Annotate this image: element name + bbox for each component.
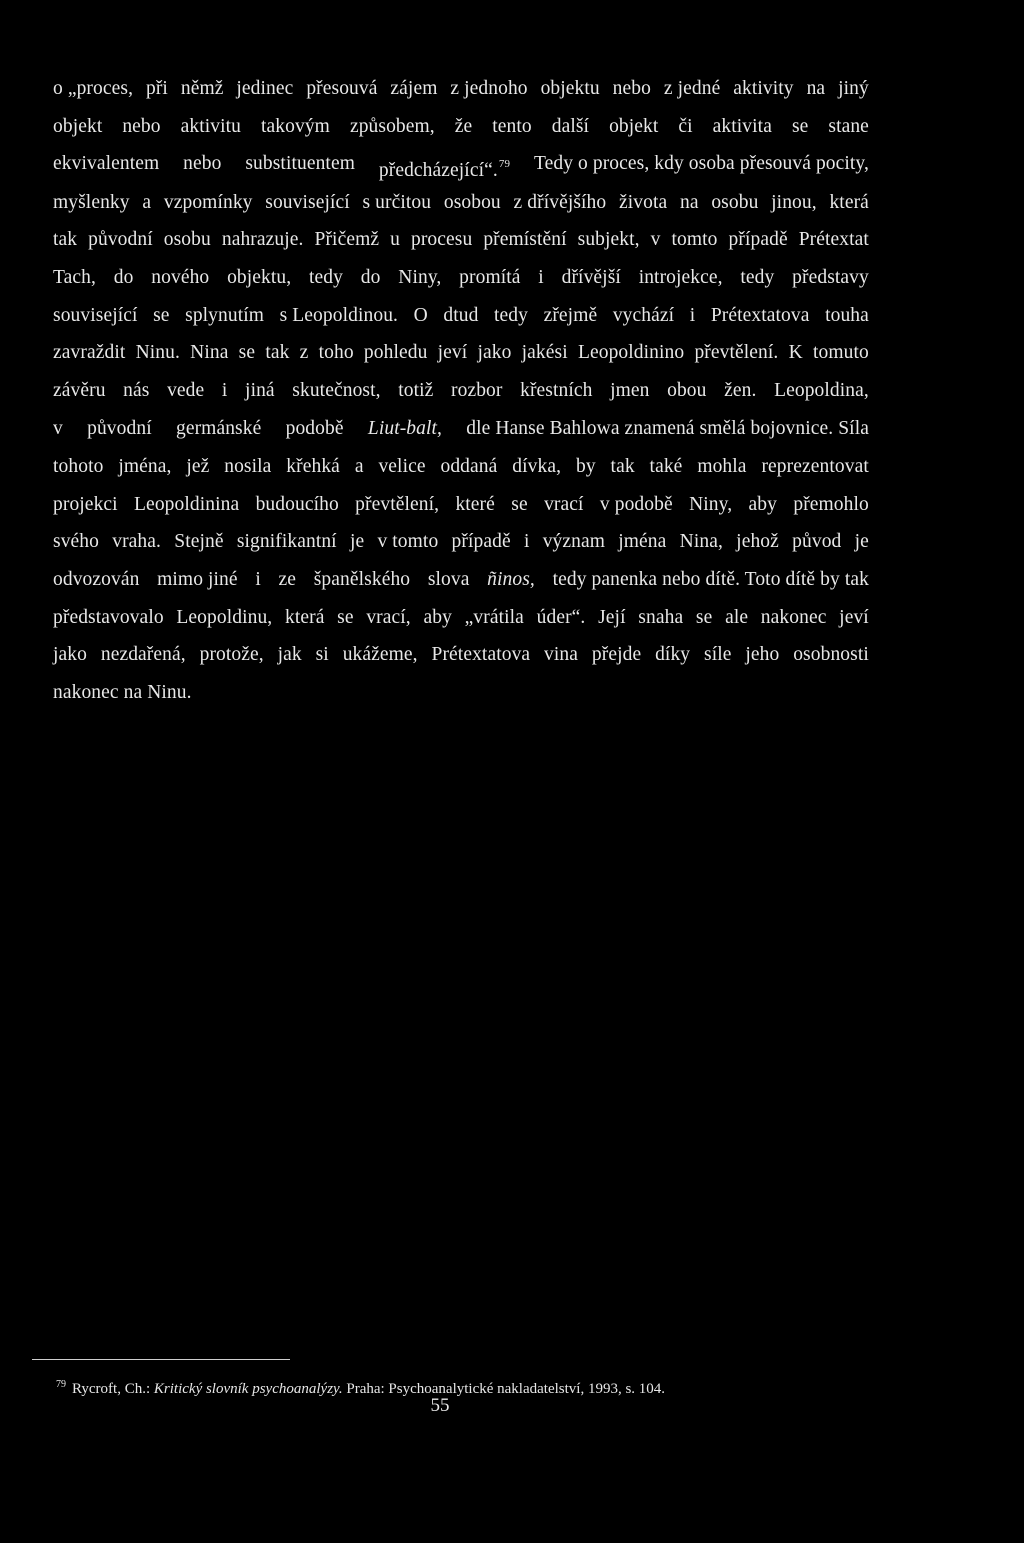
- word: význam: [542, 531, 606, 552]
- word: svého: [53, 531, 99, 552]
- word: a: [142, 192, 152, 213]
- footnote-publication: Praha: Psychoanalytické nakladatelství, 1993, s. 104.: [346, 1381, 666, 1397]
- word: slova: [427, 569, 470, 590]
- word: jeví: [839, 607, 869, 628]
- word: původní: [88, 229, 153, 250]
- word: vzpomínky: [163, 192, 253, 213]
- word: nezdařená,: [100, 644, 186, 665]
- word: Nina: [190, 342, 229, 363]
- word: úder“.: [536, 607, 586, 628]
- word-group: dle Hanse Bahlowa znamená smělá bojovnice. Síla: [466, 418, 869, 439]
- text-line: [53, 455, 869, 479]
- word: splynutím: [185, 305, 265, 326]
- word: Leopoldinino: [577, 342, 685, 363]
- text-line: [53, 341, 869, 365]
- word: s Leopoldinou.: [279, 305, 399, 326]
- word: nahrazuje.: [221, 229, 304, 250]
- word: převtělení,: [355, 494, 440, 515]
- word: procesu: [410, 229, 473, 250]
- word: z jedné: [663, 78, 721, 99]
- word: tak: [610, 456, 635, 477]
- word: mohla: [697, 456, 747, 477]
- footnote: [56, 1375, 665, 1399]
- word: aktivity: [733, 78, 794, 99]
- word: v podobě: [599, 494, 673, 515]
- word: nakonec: [760, 607, 827, 628]
- word-group: Tedy o proces, kdy osoba přesouvá pocity,: [533, 153, 869, 174]
- word: tedy: [740, 267, 775, 288]
- word: v tomto: [377, 531, 439, 552]
- word: na: [806, 78, 826, 99]
- word: Prétextatova: [710, 305, 810, 326]
- text-line: [53, 568, 869, 592]
- word: jako: [53, 644, 87, 665]
- word: tak: [53, 229, 78, 250]
- word: nosila: [224, 456, 272, 477]
- word: Leopoldina,: [774, 380, 869, 401]
- word: germánské: [175, 418, 262, 439]
- word: zájem: [390, 78, 438, 99]
- word: Přičemž: [314, 229, 380, 250]
- word: toho: [318, 342, 354, 363]
- text-line: [53, 379, 869, 403]
- word: dtud: [443, 305, 479, 326]
- word: tak: [265, 342, 290, 363]
- word: velice: [378, 456, 426, 477]
- word: K: [788, 342, 803, 363]
- text-line: [53, 77, 869, 101]
- word: závěru: [53, 380, 106, 401]
- word: osobnosti: [793, 644, 869, 665]
- word: objekt: [609, 116, 659, 137]
- word: pohledu: [363, 342, 428, 363]
- word: Niny,: [689, 494, 733, 515]
- word: skutečnost,: [292, 380, 381, 401]
- word: žen.: [724, 380, 757, 401]
- text-line: [53, 152, 869, 183]
- text-line: [53, 643, 869, 667]
- word: ze: [278, 569, 297, 590]
- word: reprezentovat: [761, 456, 869, 477]
- text-line: [53, 681, 869, 705]
- word: nebo: [612, 78, 651, 99]
- word: se: [337, 607, 354, 628]
- word: obou: [667, 380, 707, 401]
- word: „vrátila: [464, 607, 524, 628]
- word: němž: [180, 78, 224, 99]
- word: či: [678, 116, 693, 137]
- word: Leopoldinina: [134, 494, 240, 515]
- word: i: [689, 305, 696, 326]
- word: do: [113, 267, 134, 288]
- word: jedinec: [236, 78, 294, 99]
- word: představovalo: [53, 607, 164, 628]
- word: u: [390, 229, 400, 250]
- word: jména: [618, 531, 667, 552]
- word: dřívější: [561, 267, 621, 288]
- word: se: [695, 607, 713, 628]
- word: osobu: [163, 229, 211, 250]
- text-line: [53, 606, 869, 630]
- word: jinou,: [771, 192, 817, 213]
- word: Leopoldinu,: [176, 607, 273, 628]
- word: síle: [704, 644, 732, 665]
- word: související: [53, 305, 138, 326]
- word: introjekce,: [638, 267, 723, 288]
- footnote-mark: 79: [56, 1379, 66, 1390]
- text-line: [53, 115, 869, 139]
- word: z dřívějšího: [513, 192, 607, 213]
- word: díky: [655, 644, 691, 665]
- word: tedy: [309, 267, 343, 288]
- word: další: [551, 116, 590, 137]
- word: jména,: [118, 456, 172, 477]
- word: nás: [123, 380, 150, 401]
- text-line: [53, 228, 869, 252]
- word: osobu: [711, 192, 759, 213]
- word: ekvivalentem: [53, 153, 160, 174]
- word: tohoto: [53, 456, 104, 477]
- word: nebo: [183, 153, 222, 174]
- word: rozbor: [451, 380, 503, 401]
- word: mimo jiné: [157, 569, 238, 590]
- word: i: [523, 531, 530, 552]
- word: převtělení.: [694, 342, 779, 363]
- word: tento: [492, 116, 532, 137]
- word-group: tedy panenka nebo dítě. Toto dítě by tak: [552, 569, 869, 590]
- word: že: [454, 116, 473, 137]
- word: přemístění: [483, 229, 567, 250]
- word: vina: [544, 644, 579, 665]
- word: i: [221, 380, 228, 401]
- word: vrací: [544, 494, 584, 515]
- word: podobě: [285, 418, 344, 439]
- word: přejde: [591, 644, 642, 665]
- footnote-author: Rycroft, Ch.:: [72, 1381, 151, 1397]
- word: subjekt,: [577, 229, 640, 250]
- word: které: [455, 494, 495, 515]
- word: by: [575, 456, 596, 477]
- word: jmen: [610, 380, 650, 401]
- page-number: 55: [430, 1395, 450, 1416]
- word: případě: [451, 531, 511, 552]
- word: totiž: [398, 380, 434, 401]
- word: oddaná: [440, 456, 498, 477]
- word: osobou: [443, 192, 501, 213]
- word: do: [360, 267, 381, 288]
- word: odvozován: [53, 569, 140, 590]
- word: si: [315, 644, 329, 665]
- word: související: [265, 192, 350, 213]
- word: s určitou: [362, 192, 432, 213]
- text-line: [53, 191, 869, 215]
- word: vrací,: [366, 607, 411, 628]
- word: z jednoho: [450, 78, 528, 99]
- word: Prétextat: [798, 229, 869, 250]
- word: takovým: [261, 116, 330, 137]
- word: křestních: [520, 380, 593, 401]
- word: projekci: [53, 494, 118, 515]
- footnote-divider: [32, 1359, 290, 1360]
- word: která: [284, 607, 325, 628]
- italic-term: Liut-balt,: [367, 418, 443, 439]
- word: vraha.: [112, 531, 162, 552]
- word: jeho: [745, 644, 780, 665]
- word: případě: [728, 229, 788, 250]
- word: signifikantní: [236, 531, 337, 552]
- word: původní: [87, 418, 152, 439]
- word: stane: [828, 116, 869, 137]
- word: aby: [423, 607, 452, 628]
- word: objekt: [53, 116, 103, 137]
- word: při: [145, 78, 168, 99]
- word: je: [349, 531, 365, 552]
- text-line: [53, 530, 869, 554]
- word: tomuto: [812, 342, 869, 363]
- word: jež: [186, 456, 210, 477]
- word: tedy: [494, 305, 528, 326]
- text-line: [53, 417, 869, 441]
- word: jak: [277, 644, 302, 665]
- word: křehká: [286, 456, 340, 477]
- word: z: [299, 342, 309, 363]
- footnote-reference: 79: [498, 158, 511, 170]
- word: předcházející“.$^{79}$: [378, 158, 511, 181]
- word: Ninu.: [135, 342, 180, 363]
- word: jeví: [437, 342, 468, 363]
- word: se: [791, 116, 809, 137]
- word: jako: [477, 342, 512, 363]
- word: myšlenky: [53, 192, 130, 213]
- text-line: [53, 266, 869, 290]
- word: nakonec na Ninu.: [53, 682, 192, 703]
- word: nového: [151, 267, 210, 288]
- word: ukážeme,: [342, 644, 418, 665]
- word: snaha: [638, 607, 684, 628]
- word: která: [829, 192, 869, 213]
- word: jehož: [736, 531, 779, 552]
- word: vede: [167, 380, 205, 401]
- word: dívka,: [512, 456, 562, 477]
- word: aktivita: [712, 116, 772, 137]
- footnote-title: Kritický slovník psychoanalýzy.: [153, 1381, 343, 1397]
- text-line: [53, 304, 869, 328]
- word: protože,: [199, 644, 264, 665]
- word: představy: [792, 267, 869, 288]
- word: Tach,: [53, 267, 96, 288]
- italic-term: ñinos,: [487, 569, 535, 590]
- word: způsobem,: [349, 116, 435, 137]
- word: o „proces,: [53, 78, 134, 99]
- text-line: [53, 493, 869, 517]
- word: také: [649, 456, 683, 477]
- word: Prétextatova: [431, 644, 531, 665]
- word: promítá: [459, 267, 521, 288]
- word: Niny,: [398, 267, 442, 288]
- word: objektu: [540, 78, 600, 99]
- word: aktivitu: [180, 116, 242, 137]
- word: objektu,: [227, 267, 292, 288]
- word: původ: [792, 531, 842, 552]
- word: jiná: [245, 380, 275, 401]
- word: se: [238, 342, 256, 363]
- word: aby: [748, 494, 777, 515]
- word: substituentem: [245, 153, 355, 174]
- word: života: [619, 192, 668, 213]
- word: touha: [825, 305, 869, 326]
- word: vychází: [612, 305, 675, 326]
- word: je: [854, 531, 869, 552]
- word: jiný: [838, 78, 869, 99]
- word: i: [538, 267, 544, 288]
- word: tomto: [671, 229, 718, 250]
- word: na: [679, 192, 699, 213]
- word: ale: [725, 607, 749, 628]
- word: se: [153, 305, 170, 326]
- word: Její: [598, 607, 626, 628]
- word: španělského: [313, 569, 411, 590]
- word: zavraždit: [53, 342, 126, 363]
- word: jakési: [521, 342, 568, 363]
- word: O: [413, 305, 428, 326]
- word: Nina,: [679, 531, 723, 552]
- word: přemohlo: [793, 494, 869, 515]
- word: budoucího: [255, 494, 339, 515]
- word: i: [255, 569, 261, 590]
- word: se: [511, 494, 528, 515]
- word: Stejně: [174, 531, 224, 552]
- word: v: [650, 229, 661, 250]
- word: a: [354, 456, 364, 477]
- word: přesouvá: [306, 78, 378, 99]
- word: nebo: [122, 116, 161, 137]
- word: zřejmě: [543, 305, 598, 326]
- word: v: [53, 418, 63, 439]
